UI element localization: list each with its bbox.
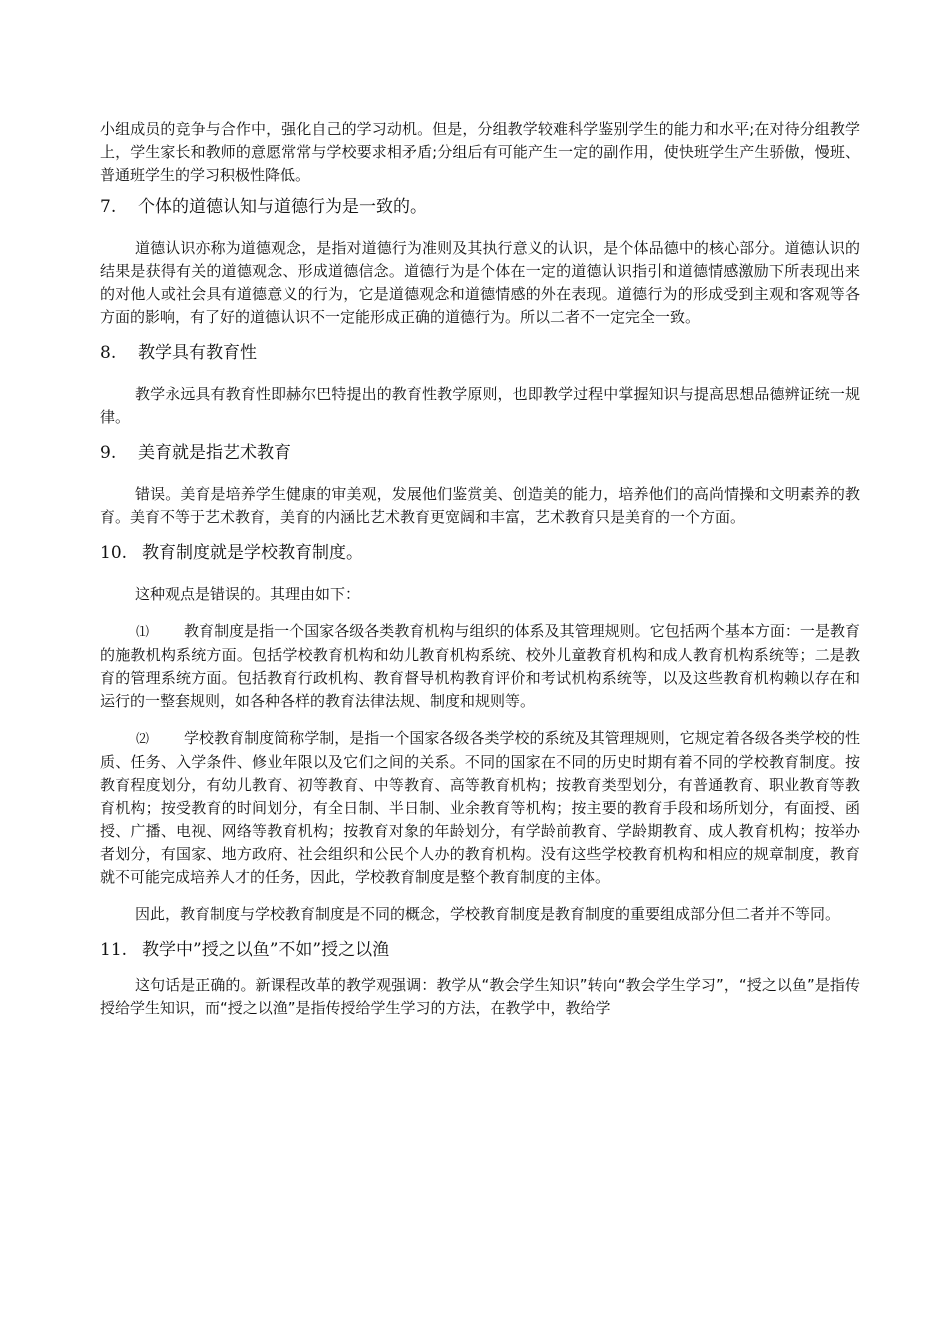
question-11-number: 11. (100, 940, 128, 960)
question-10-point-2 (100, 727, 860, 889)
question-9-title: 美育就是指艺术教育 (138, 443, 291, 463)
document-body (100, 118, 860, 1020)
question-7-title: 个体的道德认知与道德行为是一致的。 (138, 197, 427, 217)
question-11-heading (100, 938, 860, 962)
point-1-text: 教育制度是指一个国家各级各类教育机构与组织的体系及其管理规则。它包括两个基本方面：一是教育的施教机构系统方面。包括学校教育机构和幼儿教育机构系统、校外儿童教育机构和成人教育机构系统等；二是教育的管理系统方面。包括教育行政机构、教育督导机构教育评价和考试机构系统等，以及这些教育机构赖以存在和运行的一整套规则，如各种各样的教育法律法规、制度和规则等。 (100, 622, 860, 710)
intro-paragraph: 小组成员的竞争与合作中，强化自己的学习动机。但是，分组教学较难科学鉴别学生的能力和水平;在对待分组教学上，学生家长和教师的意愿常常与学校要求相矛盾;分组后有可能产生一定的副作用，使快班学生产生骄傲，慢班、普通班学生的学习积极性降低。 (100, 120, 860, 184)
question-9-heading (100, 441, 860, 465)
question-9-answer: 错误。美育是培养学生健康的审美观，发展他们鉴赏美、创造美的能力，培养他们的高尚情操和文明素养的教育。美育不等于艺术教育，美育的内涵比艺术教育更宽阔和丰富，艺术教育只是美育的一个方面。 (100, 485, 860, 526)
question-7-heading (100, 195, 860, 219)
question-10-heading (100, 541, 860, 565)
point-2-marker: ⑵ (136, 732, 150, 747)
question-8-answer: 教学永远具有教育性即赫尔巴特提出的教育性教学原则，也即教学过程中掌握知识与提高思想品德辨证统一规律。 (100, 385, 860, 426)
question-11-title: 教学中”授之以鱼”不如”授之以渔 (142, 940, 390, 960)
question-10-conclusion: 因此，教育制度与学校教育制度是不同的概念，学校教育制度是教育制度的重要组成部分但二者并不等同。 (135, 905, 841, 923)
question-8-number: 8. (100, 343, 117, 363)
question-8-title: 教学具有教育性 (138, 343, 257, 363)
question-11-answer: 这句话是正确的。新课程改革的教学观强调：教学从“教会学生知识”转向“教会学生学习”，“授之以鱼”是指传授给学生知识，而“授之以渔”是指传授给学生学习的方法，在教学中，教给学 (100, 976, 860, 1017)
question-10-title: 教育制度就是学校教育制度。 (142, 543, 363, 563)
question-10-number: 10. (100, 543, 128, 563)
question-7-number: 7. (100, 197, 117, 217)
question-9-number: 9. (100, 443, 117, 463)
point-1-marker: ⑴ (136, 625, 150, 640)
question-8-heading (100, 341, 860, 365)
question-10-lead: 这种观点是错误的。其理由如下： (135, 585, 361, 603)
question-10-point-1 (100, 620, 860, 713)
point-2-text: 学校教育制度简称学制，是指一个国家各级各类学校的系统及其管理规则，它规定着各级各类学校的性质、任务、入学条件、修业年限以及它们之间的关系。不同的国家在不同的历史时期有着不同的学校教育制度。按教育程度划分，有幼儿教育、初等教育、中等教育、高等教育机构；按教育类型划分，有普通教育、职业教育等教育机构；按受教育的时间划分，有全日制、半日制、业余教育等机构；按主要的教育手段和场所划分，有面授、函授、广播、电视、网络等教育机构；按教育对象的年龄划分，有学龄前教育、学龄期教育、成人教育机构；按举办者划分，有国家、地方政府、社会组织和公民个人办的教育机构。没有这些学校教育机构和相应的规章制度，教育就不可能完成培养人才的任务，因此，学校教育制度是整个教育制度的主体。 (100, 729, 860, 886)
question-7-answer: 道德认识亦称为道德观念，是指对道德行为准则及其执行意义的认识，是个体品德中的核心部分。道德认识的结果是获得有关的道德观念、形成道德信念。道德行为是个体在一定的道德认识指引和道德情感激励下所表现出来的对他人或社会具有道德意义的行为，它是道德观念和道德情感的外在表现。道德行为的形成受到主观和客观等各方面的影响，有了好的道德认识不一定能形成正确的道德行为。所以二者不一定完全一致。 (100, 239, 860, 326)
